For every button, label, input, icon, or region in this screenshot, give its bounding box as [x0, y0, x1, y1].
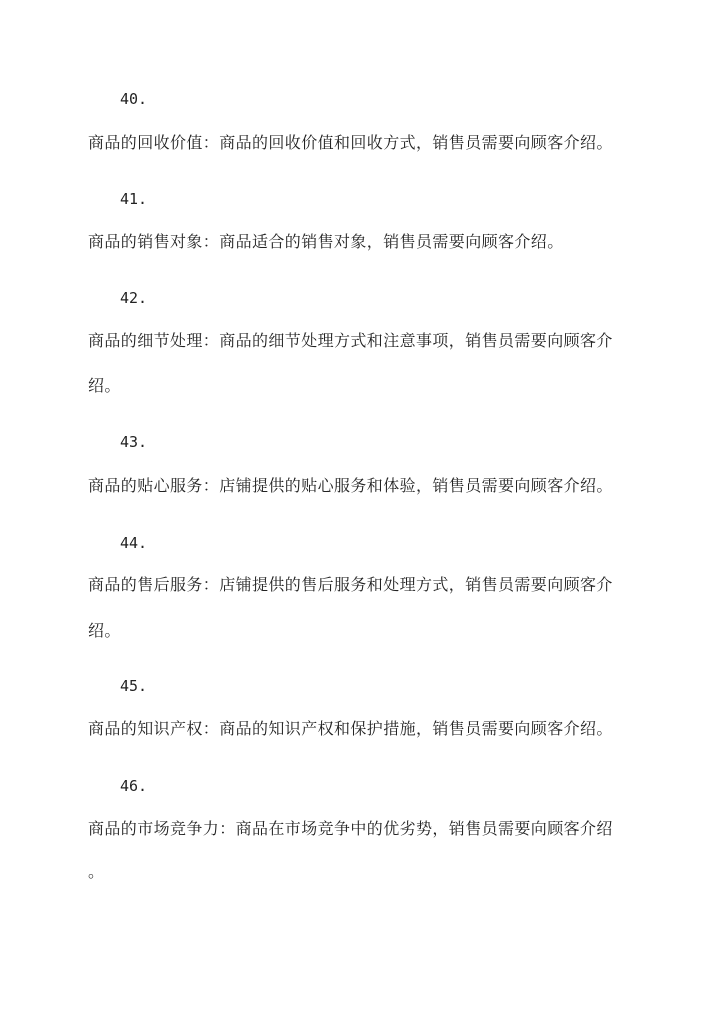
item-number: 41. — [120, 190, 148, 208]
item-text-line: 商品的销售对象：商品适合的销售对象，销售员需要向顾客介绍。 — [88, 232, 564, 251]
item-text-line: 商品的知识产权：商品的知识产权和保护措施，销售员需要向顾客介绍。 — [88, 719, 613, 738]
item-text-line: 。 — [88, 862, 105, 881]
item-text-line: 商品的市场竞争力：商品在市场竞争中的优劣势，销售员需要向顾客介绍 — [88, 819, 613, 838]
item-number: 40. — [120, 90, 148, 108]
item-text-line: 商品的售后服务：店铺提供的售后服务和处理方式，销售员需要向顾客介 — [88, 575, 613, 594]
item-number: 45. — [120, 677, 148, 695]
item-number: 43. — [120, 433, 148, 451]
item-number: 42. — [120, 289, 148, 307]
item-number: 44. — [120, 534, 148, 552]
item-number: 46. — [120, 777, 148, 795]
item-text-line: 商品的回收价值：商品的回收价值和回收方式，销售员需要向顾客介绍。 — [88, 133, 613, 152]
item-text-line: 商品的贴心服务：店铺提供的贴心服务和体验，销售员需要向顾客介绍。 — [88, 476, 613, 495]
item-text-line: 绍。 — [88, 621, 121, 640]
item-text-line: 商品的细节处理：商品的细节处理方式和注意事项，销售员需要向顾客介 — [88, 331, 613, 350]
item-text-line: 绍。 — [88, 376, 121, 395]
